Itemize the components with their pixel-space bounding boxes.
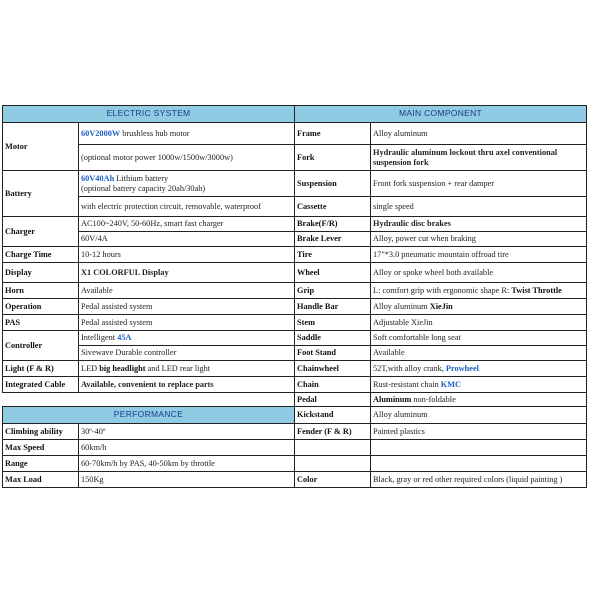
empty-label-cell (295, 456, 371, 472)
grip-label: Grip (295, 283, 371, 299)
wheel-value: Alloy or spoke wheel both available (371, 263, 587, 283)
battery-protection-value: with electric protection circuit, removable, waterproof (79, 197, 295, 217)
color-label: Color (295, 472, 371, 488)
fender-label: Fender (F & R) (295, 424, 371, 440)
fender-value: Painted plastics (371, 424, 587, 440)
frame-value: Alloy aluminum (371, 123, 587, 145)
max-load-label: Max Load (3, 472, 79, 488)
charge-time-value: 10-12 hours (79, 247, 295, 263)
brake-label: Brake(F/R) (295, 217, 371, 232)
integrated-cable-label: Integrated Cable (3, 377, 79, 393)
tire-label: Tire (295, 247, 371, 263)
foot-stand-label: Foot Stand (295, 346, 371, 361)
operation-label: Operation (3, 299, 79, 315)
light-value: LED big headlight and LED rear light (79, 361, 295, 377)
chain-label: Chain (295, 377, 371, 393)
chainwheel-value: 52T,with alloy crank, Prowheel (371, 361, 587, 377)
motor-option-value: (optional motor power 1000w/1500w/3000w) (79, 145, 295, 171)
display-value: X1 COLORFUL Display (79, 263, 295, 283)
chainwheel-label: Chainwheel (295, 361, 371, 377)
spec-table (2, 105, 587, 488)
kickstand-value: Alloy aluminum (371, 407, 587, 424)
display-label: Display (3, 263, 79, 283)
pedal-value: Aluminum non-foldable (371, 393, 587, 407)
range-value: 60-70km/h by PAS, 40-50km by throttle (79, 456, 295, 472)
handle-bar-label: Handle Bar (295, 299, 371, 315)
horn-value: Available (79, 283, 295, 299)
max-speed-value: 60km/h (79, 440, 295, 456)
brake-value: Hydraulic disc brakes (371, 217, 587, 232)
brake-lever-label: Brake Lever (295, 232, 371, 247)
empty-value-cell (371, 456, 587, 472)
operation-value: Pedal assisted system (79, 299, 295, 315)
wheel-label: Wheel (295, 263, 371, 283)
pas-label: PAS (3, 315, 79, 331)
charger-label: Charger (3, 217, 79, 247)
foot-stand-value: Available (371, 346, 587, 361)
suspension-value: Front fork suspension + rear damper (371, 171, 587, 197)
max-load-value: 150Kg (79, 472, 295, 488)
motor-label: Motor (3, 123, 79, 171)
pedal-label: Pedal (295, 393, 371, 407)
saddle-value: Soft comfortable long seat (371, 331, 587, 346)
color-value: Black, gray or red other required colors (liquid painting ) (371, 472, 587, 488)
cassette-value: single speed (371, 197, 587, 217)
tire-value: 17"*3.0 pneumatic mountain offroad tire (371, 247, 587, 263)
kickstand-label: Kickstand (295, 407, 371, 424)
climbing-ability-value: 30º-40º (79, 424, 295, 440)
light-label: Light (F & R) (3, 361, 79, 377)
main-component-header: MAIN COMPONENT (295, 106, 587, 123)
blank-cell (3, 393, 295, 407)
empty-value-cell (371, 440, 587, 456)
pas-value: Pedal assisted system (79, 315, 295, 331)
chain-value: Rust-resistant chain KMC (371, 377, 587, 393)
cassette-label: Cassette (295, 197, 371, 217)
max-speed-label: Max Speed (3, 440, 79, 456)
suspension-label: Suspension (295, 171, 371, 197)
electric-system-header: ELECTRIC SYSTEM (3, 106, 295, 123)
charger-value: AC100~240V, 50-60Hz, smart fast charger (79, 217, 295, 232)
battery-label: Battery (3, 171, 79, 217)
range-label: Range (3, 456, 79, 472)
motor-value: 60V2000W brushless hub motor (79, 123, 295, 145)
brake-lever-value: Alloy, power cut when braking (371, 232, 587, 247)
climbing-ability-label: Climbing ability (3, 424, 79, 440)
handle-bar-value: Alloy aluminum XieJin (371, 299, 587, 315)
controller-value: Intelligent 45A (79, 331, 295, 346)
stem-label: Stem (295, 315, 371, 331)
controller-label: Controller (3, 331, 79, 361)
fork-value: Hydraulic aluminum lockout thru axel conventional suspension fork (371, 145, 587, 171)
charger-output-value: 60V/4A (79, 232, 295, 247)
stem-value: Adjustable XieJin (371, 315, 587, 331)
grip-value: L: comfort grip with ergonomic shape R: Twist Throttle (371, 283, 587, 299)
empty-label-cell (295, 440, 371, 456)
fork-label: Fork (295, 145, 371, 171)
controller-type-value: Sivewave Durable controller (79, 346, 295, 361)
integrated-cable-value: Available, convenient to replace parts (79, 377, 295, 393)
charge-time-label: Charge Time (3, 247, 79, 263)
frame-label: Frame (295, 123, 371, 145)
saddle-label: Saddle (295, 331, 371, 346)
performance-header: PERFORMANCE (3, 407, 295, 424)
battery-value: 60V40Ah Lithium battery (optional battery capacity 20ah/30ah) (79, 171, 295, 197)
horn-label: Horn (3, 283, 79, 299)
